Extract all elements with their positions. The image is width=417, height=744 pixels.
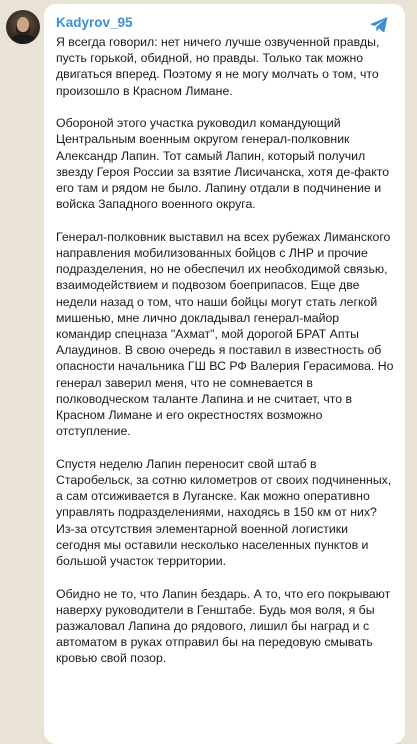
post-paragraph: Обидно не то, что Лапин бездарь. А то, что его покрывают наверху руководители в Генштабе. Будь моя воля, я бы разжаловал Лапина до рядового, лишил бы наград и с автоматом в руках отправил бы на передовую смывать кровью свой позор. — [56, 586, 391, 666]
post-paragraph: Я всегда говорил: нет ничего лучше озвученной правды, пусть горькой, обидной, но правды. Только так можно двигаться вперед. Поэтому я не могу молчать о том, что произошло в Красном Лимане. — [56, 35, 380, 98]
avatar-body — [11, 34, 35, 44]
post-paragraph: Обороной этого участка руководил командующий Центральным военным округом генерал-полковник Александр Лапин. Тот самый Лапин, который получил звезду Героя России за взятие Лисичанска, хотя де-факто его там и рядом не было. Лапину отдали в подчинение и войска Западного военного округа. — [56, 116, 390, 212]
message-header — [56, 14, 393, 34]
avatar-face — [17, 17, 29, 32]
post-paragraph: Спустя неделю Лапин переносит свой штаб в Старобельск, за сотню километров от своих подчиненных, а сам отсиживается в Луганске. Как можно оперативно управлять подразделениями, находясь в 150 км от них? Из-за отсутствия элементарной военной логистики сегодня мы оставили несколько населенных пунктов и большой участок территории. — [56, 456, 392, 569]
send-icon[interactable] — [369, 16, 389, 34]
post-paragraph: Генерал-полковник выставил на всех рубежах Лиманского направления мобилизованных бойцов с ЛНР и прочие подразделения, но не обеспечил их необходимой связью, взаимодействием и подвозом боеприпасов. Еще две недели назад о том, что наши бойцы могут стать легкой мишенью, мне лично докладывал генерал-майор командир спецназа "Ахмат", мой дорогой БРАТ Апты Алаудинов. В свою очередь я поставил в известность об опасности начальника ГШ ВС РФ Валерия Герасимова. Но генерал заверил меня, что не сомневается в полководческом таланте Лапина и не считает, что в Красном Лимане и его окрестностях возможно отступление. — [56, 229, 394, 439]
message-text — [56, 34, 394, 683]
message-bubble — [44, 4, 405, 744]
channel-name[interactable]: Kadyrov_95 — [56, 15, 133, 30]
channel-avatar[interactable] — [6, 10, 40, 44]
